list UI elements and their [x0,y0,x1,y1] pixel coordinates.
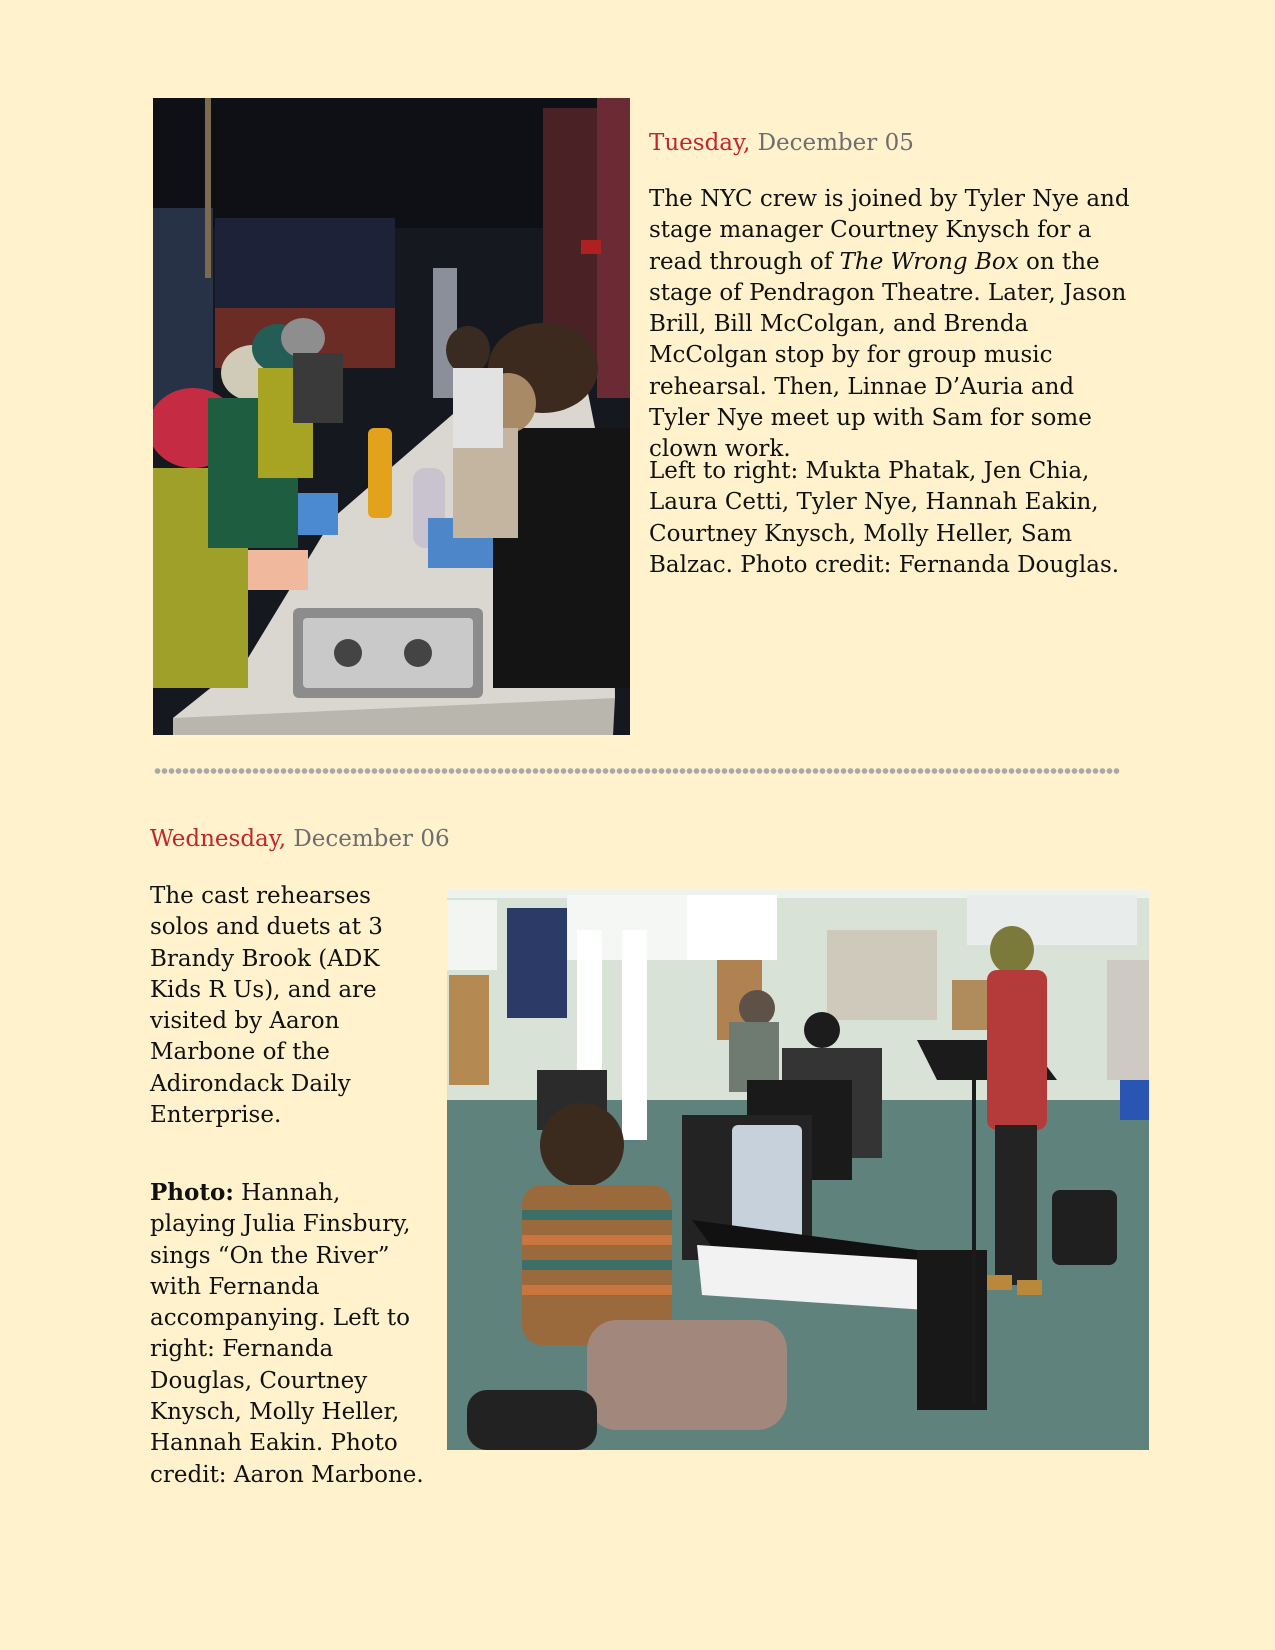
entry-body: The cast rehearses solos and duets at 3 Brandy Brook (ADK Kids R Us), and are visited by Aaron Marbone of the Adirondack Daily Enterprise. [150,883,383,1129]
entry-day: Tuesday, [649,130,751,156]
caption-text: Hannah, playing Julia Finsbury, sings “On the River” with Fernanda accompanying. Left to right: Fernanda Douglas, Courtney Knysch, Molly Heller, Hannah Eakin. Photo credit: Aaron Marbone. [150,1180,424,1488]
entry-body [649,184,1139,466]
entry-body-part-1: The NYC crew is joined by Tyler Nye and stage manager Courtney Knysch for a read through of [649,186,1130,275]
entry-month-date: December 06 [293,826,450,852]
entry-day: Wednesday, [150,826,287,852]
rehearsal-table-photo [153,98,630,735]
entry-month-date: December 05 [757,130,914,156]
piano-rehearsal-photo [447,890,1149,1450]
photo-caption [150,1177,425,1491]
entry-body-part-2: on the stage of Pendragon Theatre. Later, Jason Brill, Bill McColgan, and Brenda McColgan stop by for group music rehearsal. Then, Linnae D’Auria and Tyler Nye meet up with Sam for some clown work. [649,248,1127,463]
photo-caption: Left to right: Mukta Phatak, Jen Chia, Laura Cetti, Tyler Nye, Hannah Eakin, Courtney Knysch, Molly Heller, Sam Balzac. Photo credit: Fernanda Douglas. [649,458,1120,578]
section-divider [154,768,1120,774]
entry-date-tuesday [649,130,914,156]
caption-label: Photo: [150,1179,234,1206]
show-title: The Wrong Box [839,248,1019,275]
entry-date-wednesday [150,826,450,852]
